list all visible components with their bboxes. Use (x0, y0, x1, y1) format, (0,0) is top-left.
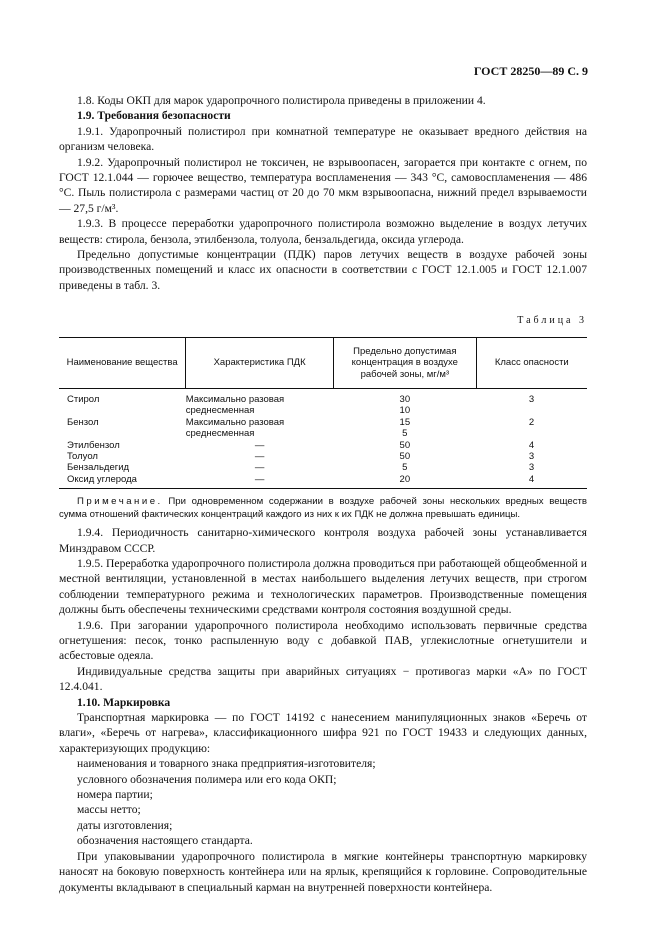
cell-pdk-type: Максимально разовая (185, 393, 285, 405)
para-pdk-intro: Предельно допустимые концентрации (ПДК) паров летучих веществ в воздухе рабочей зоны производственных помещений и класс их опасности в соответствии с ГОСТ 12.1.005 и ГОСТ 12.1.007 приведены в табл. 3. (59, 248, 587, 292)
cell-concentration: 5 (402, 462, 408, 474)
para-1-9-2: 1.9.2. Ударопрочный полистирол не токсичен, не взрывоопасен, загорается при контакте с огнем, по ГОСТ 12.1.044 — горючее вещество, температура воспламенения — 343 °С, самовоспламенения — 486 °С. Пыль полистирола с размерами частиц от 20 до 70 мкм взрывоопасна, нижний предел взрываемости — 27,5 г/м³. (59, 155, 587, 215)
list-item: массы нетто; (77, 803, 141, 817)
cell-hazard-class: 3 (528, 450, 535, 462)
page-content (59, 93, 587, 895)
para-1-9-6: 1.9.6. При загорании ударопрочного полистирола необходимо использовать первичные средства огнетушения: песок, тонко распыленную воду с добавкой ПАВ, углекислотные огнетушители и асбестовые одеяла. (59, 618, 587, 663)
page-header: ГОСТ 28250—89 С. 9 (473, 64, 588, 78)
para-1-9-1: 1.9.1. Ударопрочный полистирол при комнатной температуре не оказывает вредного действия на организм человека. (59, 124, 587, 154)
list-item: номера партии; (77, 788, 153, 802)
cell-substance: Бензол (67, 416, 99, 428)
cell-hazard-class: 4 (476, 474, 587, 489)
cell-substance: Бензальдегид (67, 462, 130, 474)
cell-substance: Толуол (67, 450, 98, 462)
list-item: наименования и товарного знака предприятия-изготовителя; (77, 757, 376, 771)
cell-concentration: 30 (399, 393, 411, 405)
cell-hazard-class (476, 428, 587, 439)
para-1-9-5: 1.9.5. Переработка ударопрочного полистирола должна проводиться при работающей общеобменной и местной вентиляции, установленной в местах наибольшего выделения летучих веществ, при строгом соблюдении температурного режима и технологических параметров. Производственные помещения должны быть обеспечены техническими средствами контроля состояния воздушной среды. (59, 556, 587, 617)
cell-concentration: 50 (399, 439, 411, 451)
para-ppe: Индивидуальные средства защиты при аварийных ситуациях − противогаз марки «А» по ГОСТ 12.4.041. (59, 664, 587, 694)
note-label: Примечание. (77, 496, 163, 508)
cell-substance (59, 405, 186, 416)
pdk-table (59, 337, 587, 489)
header-concentration: Предельно допустимая концентрация в воздухе рабочей зоны, мг/м³ (334, 337, 477, 388)
cell-hazard-class: 3 (528, 393, 535, 405)
list-item: даты изготовления; (77, 818, 173, 832)
section-heading-1-9: 1.9. Требования безопасности (77, 109, 231, 123)
cell-pdk-type: Максимально разовая (185, 416, 285, 428)
table-row (59, 440, 587, 451)
para-1-9-4: 1.9.4. Периодичность санитарно-химического контроля воздуха рабочей зоны устанавливается Минздравом СССР. (59, 526, 587, 555)
para-1-9-3: 1.9.3. В процессе переработки ударопрочного полистирола возможно выделение в воздух летучих веществ: стирола, бензола, этилбензола, толуола, бензальдегида, оксида углерода. (59, 217, 587, 246)
cell-pdk-type: среднесменная (185, 405, 255, 417)
table-row (59, 474, 587, 489)
cell-concentration: 50 (399, 450, 411, 462)
table-row (59, 388, 587, 405)
section-heading-1-10: 1.10. Маркировка (77, 695, 171, 709)
cell-hazard-class: 4 (528, 439, 535, 451)
cell-pdk-type: — (186, 474, 334, 489)
cell-concentration: 15 (399, 416, 411, 428)
list-item: обозначения настоящего стандарта. (77, 834, 253, 848)
note-text: При одновременном содержании в воздухе рабочей зоны нескольких вредных веществ сумма отношений фактических концентраций каждого из них к их ПДК не должна превышать единицы. (59, 496, 587, 521)
cell-substance: Стирол (67, 393, 100, 405)
cell-substance: Этилбензол (67, 439, 120, 451)
para-1-8: 1.8. Коды ОКП для марок ударопрочного полистирола приведены в приложении 4. (77, 94, 486, 107)
cell-substance: Оксид углерода (59, 474, 186, 489)
table-row (59, 417, 587, 428)
list-item: условного обозначения полимера или его кода ОКП; (77, 772, 337, 786)
cell-pdk-type: — (254, 462, 265, 474)
cell-hazard-class (476, 405, 587, 416)
table-row (59, 428, 587, 439)
cell-concentration: 5 (402, 428, 408, 440)
cell-pdk-type: — (254, 450, 265, 462)
table-header-row (59, 337, 587, 388)
header-hazard-class: Класс опасности (476, 337, 587, 388)
para-container-marking: При упаковывании ударопрочного полистирола в мягкие контейнеры транспортную маркировку наносят на боковую поверхность контейнера или на ярлык, крепящийся к горловине. Сопроводительные документы вкладывают в специальный карман на внутренней поверхности контейнера. (59, 849, 587, 894)
cell-pdk-type: среднесменная (185, 428, 255, 440)
header-pdk-type: Характеристика ПДК (186, 337, 334, 388)
table-note (59, 495, 587, 521)
table-row (59, 451, 587, 462)
cell-substance (59, 428, 186, 439)
cell-pdk-type: — (254, 439, 265, 451)
para-transport-marking: Транспортная маркировка — по ГОСТ 14192 с нанесением манипуляционных знаков «Беречь от влаги», «Беречь от нагрева», классификационного шифра 921 по ГОСТ 19433 и следующих данных, характеризующих продукцию: (59, 711, 587, 755)
header-substance: Наименование вещества (59, 337, 186, 388)
cell-concentration: 20 (334, 474, 477, 489)
cell-hazard-class: 2 (528, 416, 535, 428)
cell-hazard-class: 3 (528, 462, 535, 474)
table-row (59, 405, 587, 416)
cell-concentration: 10 (399, 405, 411, 417)
table-row (59, 462, 587, 473)
table-caption: Таблица 3 (517, 315, 587, 327)
